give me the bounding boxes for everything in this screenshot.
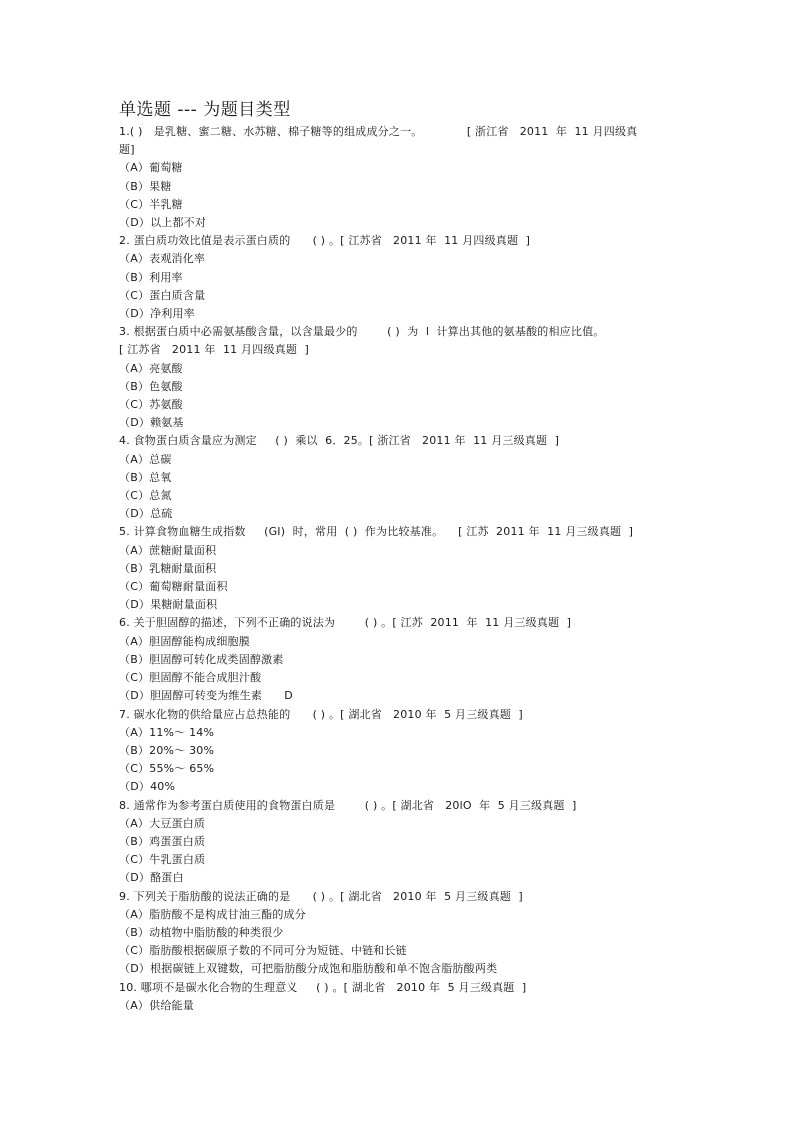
- answer-option: （C）55%～ 65%: [119, 762, 215, 776]
- answer-option: （B）鸡蛋蛋白质: [119, 834, 206, 848]
- document-page: [119, 98, 667, 1015]
- question-list: [119, 123, 667, 1015]
- answer-option: （B）动植物中脂肪酸的种类很少: [119, 925, 284, 939]
- answer-option: （B）20%～ 30%: [119, 743, 215, 757]
- question-text: 4. 食物蛋白质含量应为测定 ( ) 乘以 6．25。[ 浙江省 2011 年 11 月三级真题 ]: [119, 434, 560, 448]
- answer-option: （C）胆固醇不能合成胆汁酸: [119, 671, 262, 685]
- answer-option: （D）40%: [119, 780, 176, 794]
- section-title: 单选题 --- 为题目类型: [119, 100, 291, 120]
- answer-option: （C）总氮: [119, 489, 172, 503]
- question-text: 9. 下列关于脂肪酸的说法正确的是 ( ) 。[ 湖北省 2010 年 5 月三级真题 ]: [119, 889, 523, 903]
- answer-option: （C）半乳糖: [119, 197, 183, 211]
- answer-option: （A）总碳: [119, 452, 172, 466]
- question-text: 8. 通常作为参考蛋白质使用的食物蛋白质是 ( ) 。[ 湖北省 20lO 年 5 月三级真题 ]: [119, 798, 577, 812]
- answer-option: （C）葡萄糖耐量面积: [119, 580, 228, 594]
- answer-option: （A）供给能量: [119, 998, 194, 1012]
- answer-option: （D）果糖耐量面积: [119, 598, 218, 612]
- answer-option: （A）大豆蛋白质: [119, 816, 206, 830]
- answer-option: （B）胆固醇可转化成类固醇激素: [119, 652, 284, 666]
- answer-option: （C）蛋白质含量: [119, 288, 206, 302]
- answer-option: （D）以上都不对: [119, 216, 207, 230]
- answer-option: （C）苏氨酸: [119, 398, 183, 412]
- question-text: 1.( ) 是乳糖、蜜二糖、水苏糖、棉子糖等的组成成分之一。 [ 浙江省 2011 年 11 月四级真: [119, 125, 638, 138]
- question-text: [ 江苏省 2011 年 11 月四级真题 ]: [119, 343, 309, 357]
- answer-option: （A）胆固醇能构成细胞膜: [119, 634, 250, 648]
- question-text: 题]: [119, 143, 135, 157]
- question-text: 2. 蛋白质功效比值是表示蛋白质的 ( ) 。[ 江苏省 2011 年 11 月四级真题 ]: [119, 234, 531, 248]
- answer-option: （D）总硫: [119, 507, 173, 521]
- answer-option: （A）亮氨酸: [119, 361, 183, 375]
- answer-option: （D）根据碳链上双键数，可把脂肪酸分成饱和脂肪酸和单不饱含脂肪酸两类: [119, 962, 498, 976]
- answer-option: （B）总氧: [119, 470, 172, 484]
- question-text: 3. 根据蛋白质中必需氨基酸含量，以含量最少的 ( ) 为 l 计算出其他的氨基酸的相应比值。: [119, 325, 605, 339]
- question-text: 5. 计算食物血糖生成指数 (GI) 时，常用 ( ) 作为比较基准。 [ 江苏 2011 年 11 月三级真题 ]: [119, 525, 634, 539]
- answer-option: （B）果糖: [119, 179, 172, 193]
- answer-option: （B）乳糖耐量面积: [119, 561, 217, 575]
- question-text: 7. 碳水化物的供给量应占总热能的 ( ) 。[ 湖北省 2010 年 5 月三级真题 ]: [119, 707, 523, 721]
- answer-option: （B）利用率: [119, 270, 183, 284]
- answer-option: （D）赖氨基: [119, 416, 184, 430]
- answer-option: （A）葡萄糖: [119, 161, 183, 175]
- answer-option: （A）表观消化率: [119, 252, 206, 266]
- answer-option: （B）色氨酸: [119, 379, 183, 393]
- question-text: 6. 关于胆固醇的描述，下列不正确的说法为 ( ) 。[ 江苏 2011 年 11 月三级真题 ]: [119, 616, 572, 630]
- answer-option: （C）脂肪酸根据碳原子数的不同可分为短链、中链和长链: [119, 944, 407, 958]
- question-text: 10. 哪项不是碳水化合物的生理意义 ( ) 。[ 湖北省 2010 年 5 月三级真题 ]: [119, 980, 527, 994]
- answer-option: （C）牛乳蛋白质: [119, 853, 206, 867]
- answer-option: （A）11%～ 14%: [119, 725, 215, 739]
- answer-option: （A）蔗糖耐量面积: [119, 543, 217, 557]
- answer-option: （D）胆固醇可转变为维生素 D: [119, 689, 293, 703]
- answer-option: （D）酪蛋白: [119, 871, 184, 885]
- answer-option: （D）净利用率: [119, 307, 195, 321]
- answer-option: （A）脂肪酸不是构成甘油三酯的成分: [119, 907, 306, 921]
